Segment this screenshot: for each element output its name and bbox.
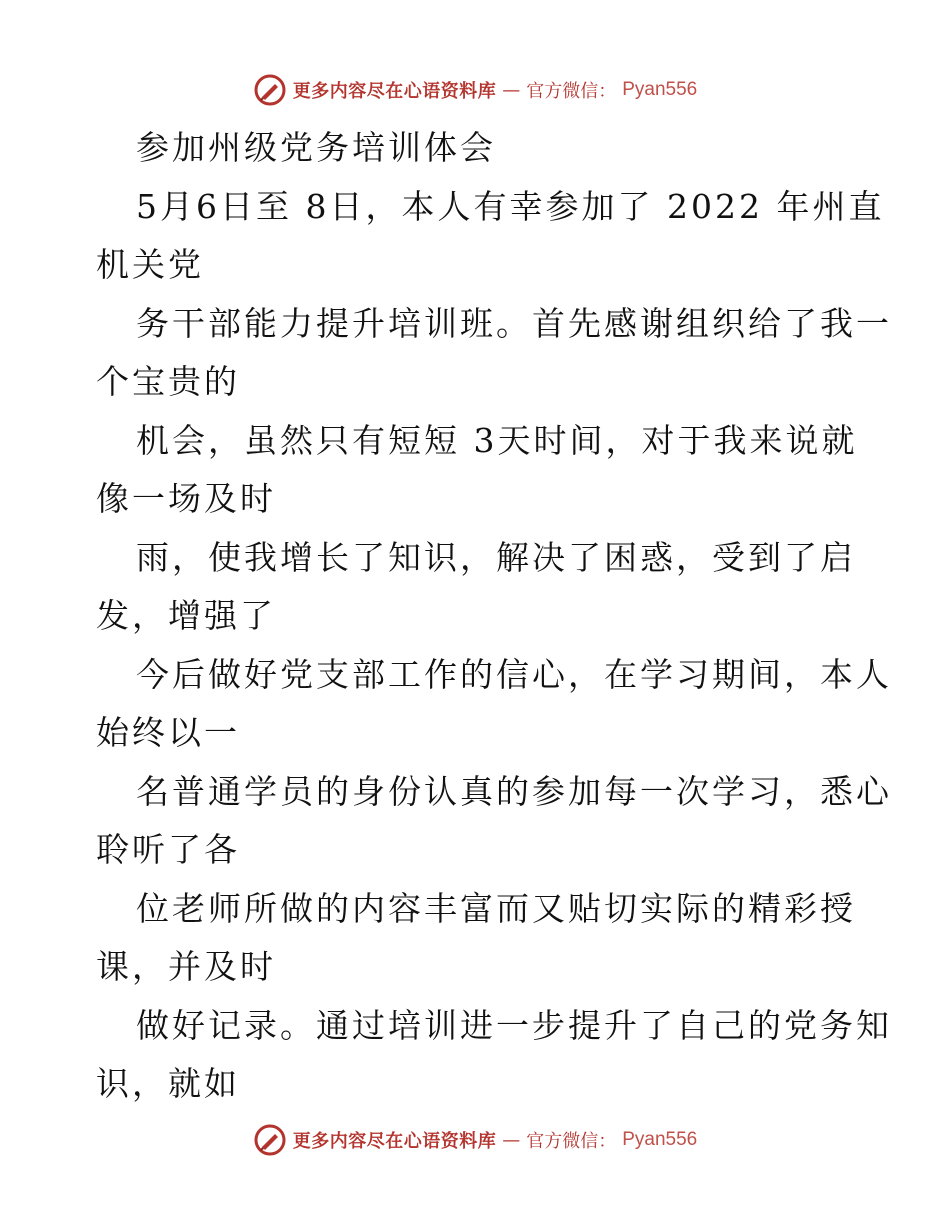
pen-logo-icon — [253, 1123, 287, 1157]
banner-promo-text: 更多内容尽在心语资料库 — [292, 81, 497, 102]
text-line: 机关党 — [96, 245, 204, 284]
banner-wechat-label: 官方微信： — [526, 1131, 617, 1152]
banner-dash: — — [502, 1129, 521, 1151]
text-line: 始终以一 — [96, 713, 240, 752]
text-line: 5月6日至 8日，本人有幸参加了 2022 年州直 — [136, 186, 885, 226]
text-line: 课，并及时 — [96, 947, 276, 986]
document-body — [96, 119, 892, 1114]
text-line: 今后做好党支部工作的信心，在学习期间，本人 — [136, 654, 892, 694]
text-line: 发，增强了 — [96, 596, 276, 635]
text-line: 聆听了各 — [96, 830, 240, 869]
text-line: 务干部能力提升培训班。首先感谢组织给了我一 — [136, 303, 892, 343]
text-line: 位老师所做的内容丰富而又贴切实际的精彩授 — [136, 888, 856, 928]
text-line: 像一场及时 — [96, 479, 276, 518]
footer-banner — [0, 1120, 950, 1160]
text-line: 名普通学员的身份认真的参加每一次学习，悉心 — [136, 771, 892, 811]
document-title: 参加州级党务培训体会 — [136, 128, 496, 167]
text-line: 个宝贵的 — [96, 362, 240, 401]
banner-wechat-id: Pyan556 — [622, 1129, 698, 1150]
header-banner — [0, 70, 950, 110]
text-line: 雨，使我增长了知识，解决了困惑，受到了启 — [136, 537, 856, 577]
text-line: 机会，虽然只有短短 3天时间，对于我来说就 — [136, 420, 858, 460]
pen-logo-icon — [253, 73, 287, 107]
text-line: 识，就如 — [96, 1064, 240, 1103]
banner-wechat-id: Pyan556 — [622, 79, 698, 100]
text-line: 做好记录。通过培训进一步提升了自己的党务知 — [136, 1005, 892, 1045]
banner-wechat-label: 官方微信： — [526, 81, 617, 102]
banner-dash: — — [502, 79, 521, 101]
banner-promo-text: 更多内容尽在心语资料库 — [292, 1131, 497, 1152]
